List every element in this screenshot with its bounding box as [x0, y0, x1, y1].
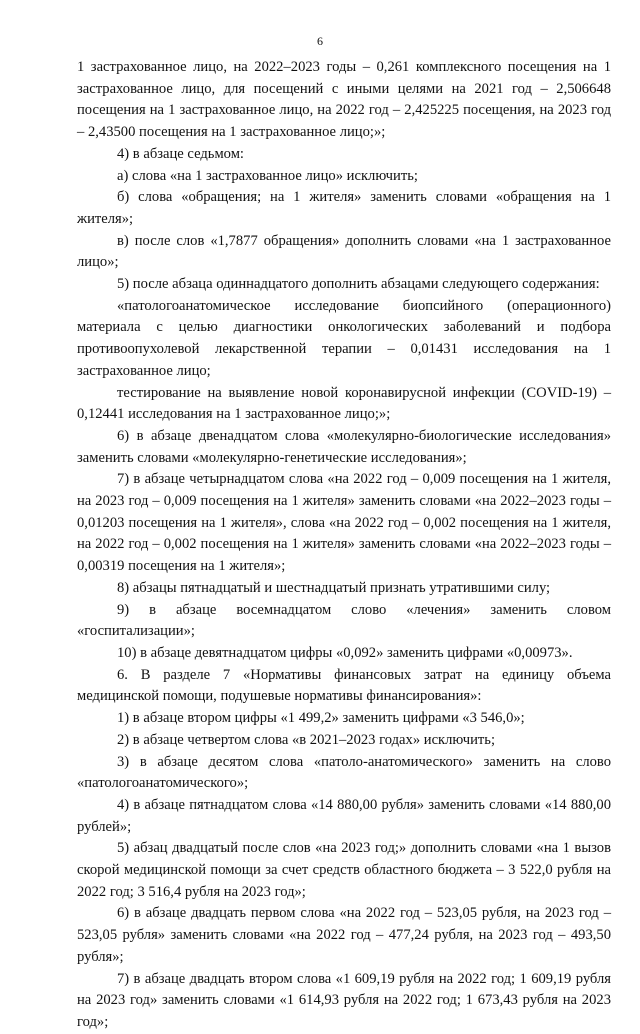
paragraph: 6. В разделе 7 «Нормативы финансовых затрат на единицу объема медицинской помощи, подушевые нормативы финансирования»: [77, 666, 611, 705]
paragraph: 9) в абзаце восемнадцатом слово «лечения» заменить словом «госпитализации»; [77, 601, 611, 640]
paragraph: 4) в абзаце седьмом: [117, 145, 244, 162]
paragraph: 5) после абзаца одиннадцатого дополнить абзацами следующего содержания: [117, 276, 600, 293]
document-body [77, 57, 611, 1034]
paragraph: в) после слов «1,7877 обращения» дополнить словами «на 1 застрахованное лицо»; [77, 232, 611, 271]
paragraph: 4) в абзаце пятнадцатом слова «14 880,00 рубля» заменить словами «14 880,00 рублей»; [77, 796, 611, 835]
paragraph: 8) абзацы пятнадцатый и шестнадцатый признать утратившими силу; [117, 579, 551, 596]
paragraph: 2) в абзаце четвертом слова «в 2021–2023 годах» исключить; [117, 731, 496, 748]
paragraph: б) слова «обращения; на 1 жителя» заменить словами «обращения на 1 жителя»; [77, 189, 611, 227]
paragraph: 7) в абзаце двадцать втором слова «1 609,19 рубля на 2022 год; 1 609,19 рубля на 2023 год» заменить словами «1 614,93 рубля на 2022 год; 1 673,43 рубля на 2023 год»; [77, 970, 611, 1030]
paragraph: 3) в абзаце десятом слова «патоло-анатомического» заменить на слово «патологоанатомического»; [77, 753, 611, 792]
paragraph: «патологоанатомическое исследование биопсийного (операционного) материала с целью диагностики онкологических заболеваний и подбора противоопухолевой лекарственной терапии – 0,01431 исследования на 1 застрахованное лицо; [77, 297, 611, 379]
paragraph: а) слова «на 1 застрахованное лицо» исключить; [117, 167, 418, 184]
paragraph: тестирование на выявление новой коронавирусной инфекции (COVID-19) – 0,12441 исследования на 1 застрахованное лицо;»; [77, 384, 611, 423]
paragraph: 1 застрахованное лицо, на 2022–2023 годы – 0,261 комплексного посещения на 1 застрахованное лицо, для посещений с иными целями на 2021 год – 2,506648 посещения на 1 застрахованное лицо, на 2022 год – 2,425225 посещения, на 2023 год – 2,43500 посещения на 1 застрахованное лицо;»; [77, 59, 611, 141]
paragraph: 7) в абзаце четырнадцатом слова «на 2022 год – 0,009 посещения на 1 жителя, на 2023 год – 0,009 посещения на 1 жителя» заменить словами «на 2022–2023 годы – 0,01203 посещения на 1 жителя», слова «на 2022 год – 0,002 посещения на 1 жителя, на 2022 год – 0,002 посещения на 1 жителя» заменить словами «на 2022–2023 годы – 0,00319 посещения на 1 жителя»; [77, 471, 611, 575]
paragraph: 6) в абзаце двадцать первом слова «на 2022 год – 523,05 рубля, на 2023 год – 523,05 рубля» заменить словами «на 2022 год – 477,24 рубля, на 2023 год – 493,50 рубля»; [77, 905, 611, 965]
page-number: 6 [317, 34, 323, 48]
paragraph: 5) абзац двадцатый после слов «на 2023 год;» дополнить словами «на 1 вызов скорой медицинской помощи за счет средств областного бюджета – 3 522,0 рубля на 2022 год; 3 516,4 рубля на 2023 год»; [77, 840, 611, 900]
paragraph: 1) в абзаце втором цифры «1 499,2» заменить цифрами «3 546,0»; [117, 710, 525, 727]
paragraph: 6) в абзаце двенадцатом слова «молекулярно-биологические исследования» заменить словами «молекулярно-генетические исследования»; [77, 427, 611, 466]
paragraph: 10) в абзаце девятнадцатом цифры «0,092» заменить цифрами «0,00973». [117, 644, 573, 661]
